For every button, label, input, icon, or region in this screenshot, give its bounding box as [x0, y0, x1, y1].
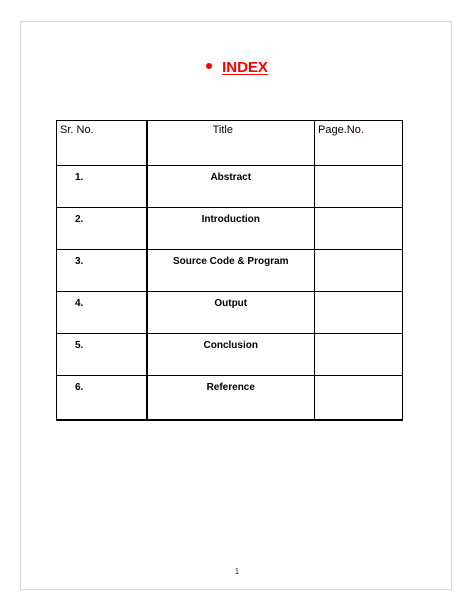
table-row — [57, 250, 403, 292]
row-page-no — [315, 292, 403, 334]
table-row — [57, 334, 403, 376]
table-row — [57, 208, 403, 250]
header-page-no-label: Page.No — [318, 124, 361, 136]
row-page-no — [315, 250, 403, 292]
row-sr-no: 4. — [57, 292, 147, 334]
header-title: Title — [147, 121, 315, 166]
table-row — [57, 376, 403, 421]
table-row — [57, 166, 403, 208]
row-sr-no: 1. — [57, 166, 147, 208]
page-number: 1 — [234, 567, 240, 576]
row-sr-no: 5. — [57, 334, 147, 376]
index-heading — [0, 58, 474, 78]
row-page-no — [315, 334, 403, 376]
row-title: Conclusion — [147, 334, 315, 376]
bullet-icon — [206, 63, 212, 69]
row-sr-no: 2. — [57, 208, 147, 250]
row-title: Reference — [147, 376, 315, 421]
row-title: Introduction — [147, 208, 315, 250]
table-header-row — [57, 121, 403, 166]
index-table — [56, 120, 403, 421]
row-sr-no: 3. — [57, 250, 147, 292]
table-row — [57, 292, 403, 334]
row-title: Source Code & Program — [147, 250, 315, 292]
row-title: Output — [147, 292, 315, 334]
header-sr-no: Sr. No. — [57, 121, 147, 166]
header-page-no — [315, 121, 403, 166]
row-sr-no: 6. — [57, 376, 147, 421]
header-page-no-dot: . — [360, 124, 364, 136]
row-title: Abstract — [147, 166, 315, 208]
row-page-no — [315, 208, 403, 250]
row-page-no — [315, 166, 403, 208]
index-heading-text: INDEX — [222, 59, 268, 76]
row-page-no — [315, 376, 403, 421]
